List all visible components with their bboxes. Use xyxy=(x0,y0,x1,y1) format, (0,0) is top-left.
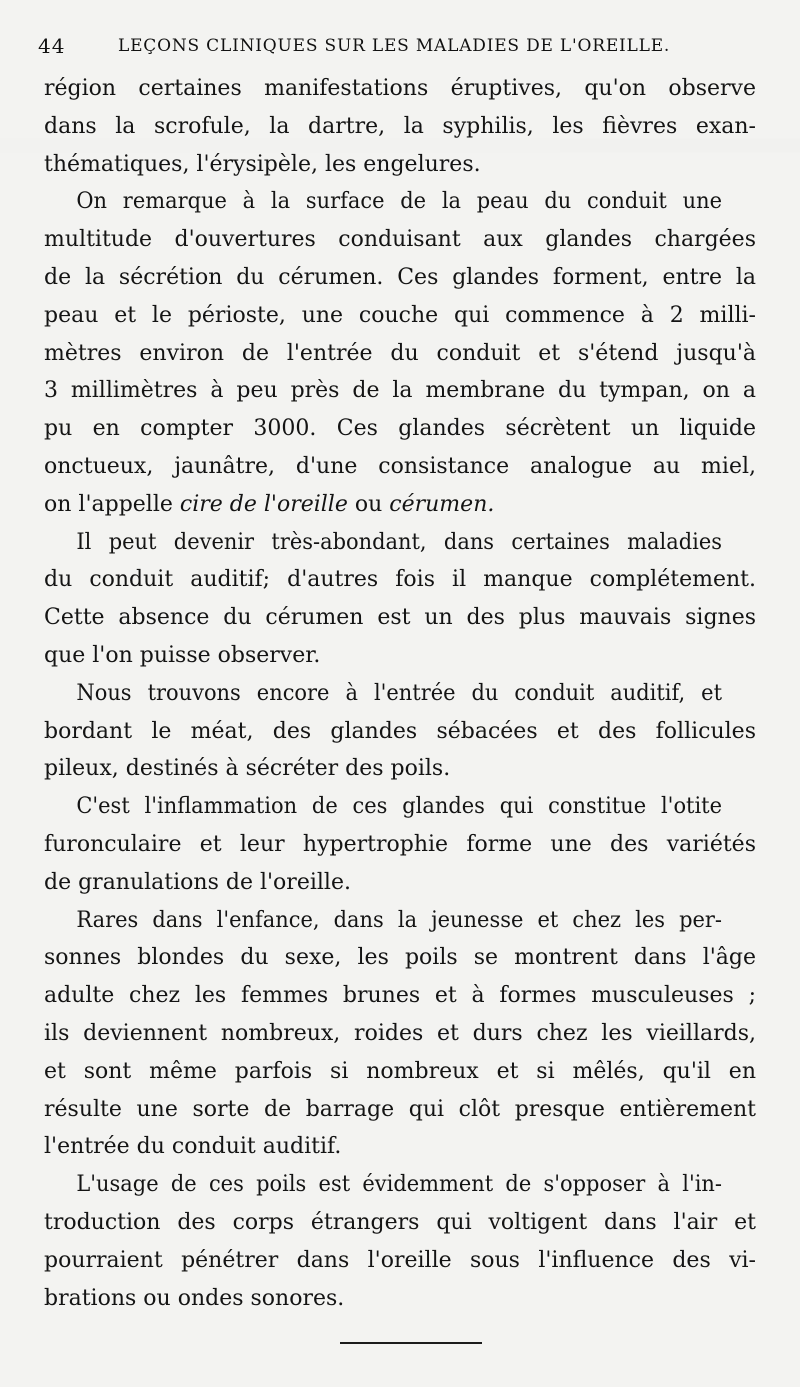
text-line: onctueux, jaunâtre, d'une consistance analogue au miel, xyxy=(44,453,756,479)
text-line: mètres environ de l'entrée du conduit et s'étend jusqu'à xyxy=(44,340,756,366)
text-line: pourraient pénétrer dans l'oreille sous l'influence des vi- xyxy=(44,1247,756,1273)
paragraph-first-line: Nous trouvons encore à l'entrée du conduit auditif, et xyxy=(76,680,722,706)
text-line: que l'on puisse observer. xyxy=(44,642,321,668)
text-line: adulte chez les femmes brunes et à formes musculeuses ; xyxy=(44,983,756,1009)
running-title: LEÇONS CLINIQUES SUR LES MALADIES DE L'OREILLE. xyxy=(118,36,671,56)
end-rule xyxy=(340,1342,482,1344)
text-line: région certaines manifestations éruptives, qu'on observe xyxy=(44,76,756,101)
text-line: 3 millimètres à peu près de la membrane du tympan, on a xyxy=(44,378,756,404)
text-line: troduction des corps étrangers qui voltigent dans l'air et xyxy=(44,1209,756,1235)
text-fragment: ou xyxy=(347,491,390,517)
main-text xyxy=(44,70,756,1317)
text-line: ils deviennent nombreux, roides et durs chez les vieillards, xyxy=(44,1020,756,1046)
paragraph-first-line: C'est l'inflammation de ces glandes qui constitue l'otite xyxy=(76,794,722,820)
italic-term: cire de l'oreille xyxy=(179,491,348,517)
text-line-with-italics xyxy=(44,486,756,524)
paragraph-first-line: Il peut devenir très-abondant, dans certaines maladies xyxy=(76,529,722,555)
page-number: 44 xyxy=(38,34,66,58)
text-line: Cette absence du cérumen est un des plus mauvais signes xyxy=(44,605,756,631)
text-line: bordant le méat, des glandes sébacées et des follicules xyxy=(44,718,756,744)
paragraph-first-line: Rares dans l'enfance, dans la jeunesse et chez les per- xyxy=(76,907,722,933)
text-line: furonculaire et leur hypertrophie forme une des variétés xyxy=(44,831,756,857)
italic-term: cérumen. xyxy=(389,491,495,517)
page-header xyxy=(38,34,758,62)
paragraph-first-line: L'usage de ces poils est évidemment de s'opposer à l'in- xyxy=(76,1172,722,1198)
text-line: et sont même parfois si nombreux et si mêlés, qu'il en xyxy=(44,1058,756,1084)
paragraph-first-line: On remarque à la surface de la peau du conduit une xyxy=(76,189,722,215)
text-line: sonnes blondes du sexe, les poils se montrent dans l'âge xyxy=(44,945,756,971)
text-line: de la sécrétion du cérumen. Ces glandes forment, entre la xyxy=(44,264,756,290)
text-line: dans la scrofule, la dartre, la syphilis, les fièvres exan- xyxy=(44,113,756,139)
text-fragment: on l'appelle xyxy=(44,491,180,517)
text-line: résulte une sorte de barrage qui clôt presque entièrement xyxy=(44,1096,756,1122)
text-line: peau et le périoste, une couche qui commence à 2 milli- xyxy=(44,302,756,328)
text-line: pileux, destinés à sécréter des poils. xyxy=(44,756,451,782)
text-line: du conduit auditif; d'autres fois il manque complétement. xyxy=(44,567,756,593)
text-line: pu en compter 3000. Ces glandes sécrètent un liquide xyxy=(44,416,756,442)
text-line: thématiques, l'érysipèle, les engelures. xyxy=(44,151,481,177)
text-line: brations ou ondes sonores. xyxy=(44,1285,345,1311)
text-line: multitude d'ouvertures conduisant aux glandes chargées xyxy=(44,227,756,253)
text-line: de granulations de l'oreille. xyxy=(44,869,351,895)
text-line: l'entrée du conduit auditif. xyxy=(44,1134,342,1160)
